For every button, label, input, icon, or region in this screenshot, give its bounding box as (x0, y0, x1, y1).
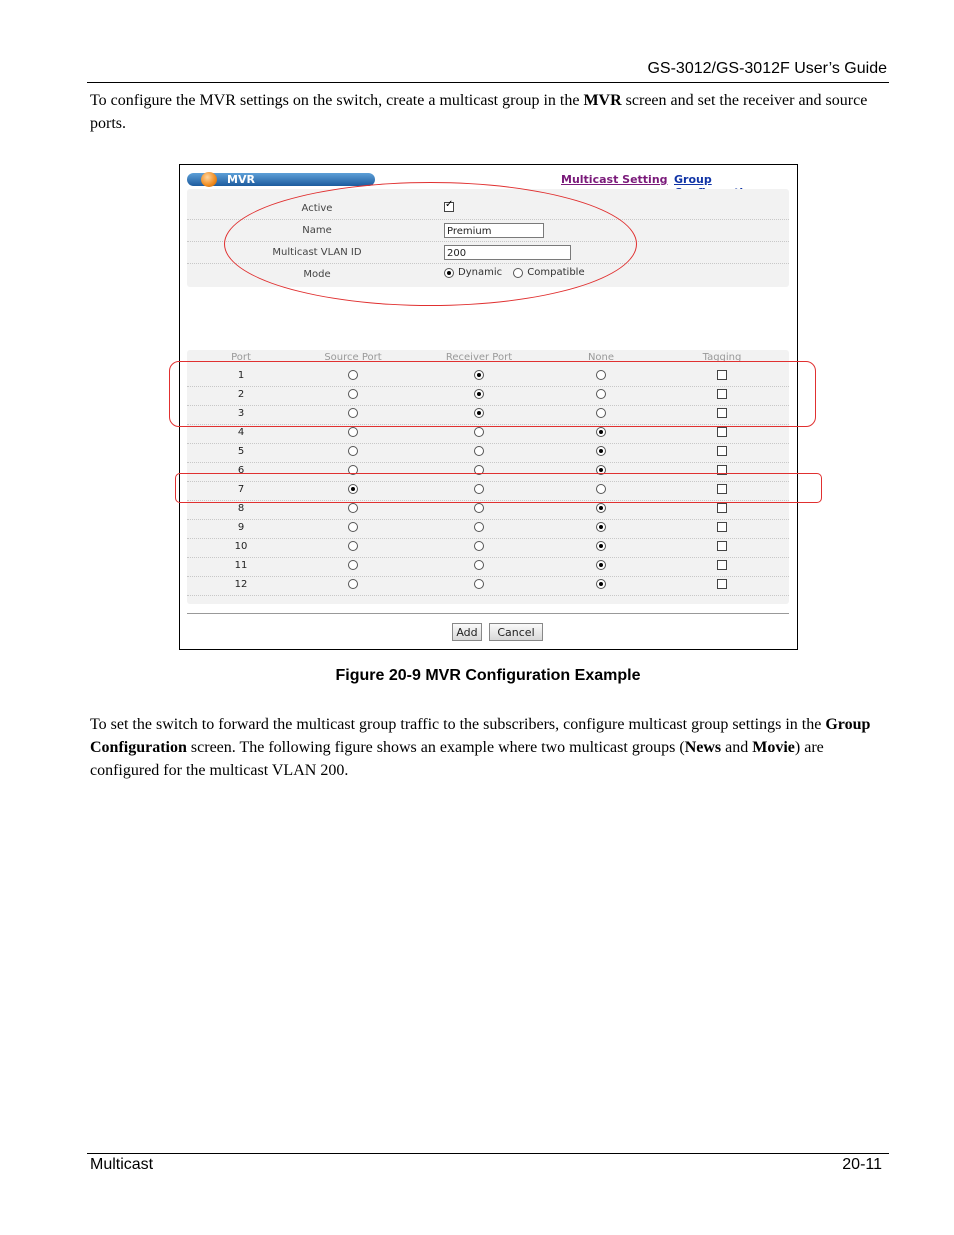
button-separator (187, 613, 789, 614)
tagging-checkbox[interactable] (717, 560, 727, 570)
table-row (187, 557, 789, 577)
receiver-port-radio[interactable] (474, 579, 484, 589)
none-port-radio[interactable] (596, 522, 606, 532)
group-configuration-link[interactable]: Group (674, 173, 712, 186)
para2-bold-movie: Movie (752, 739, 795, 756)
mode-compatible-label: Compatible (527, 267, 585, 278)
col-port: Port (231, 352, 251, 363)
tagging-cell (662, 503, 782, 514)
none-port-radio[interactable] (596, 560, 606, 570)
source-port-radio[interactable] (348, 522, 358, 532)
source-cell (293, 503, 413, 514)
tagging-checkbox[interactable] (717, 427, 727, 437)
highlight-receiver-ports (169, 361, 816, 427)
tagging-cell (662, 427, 782, 438)
para2-bold-news: News (684, 739, 722, 756)
none-port-radio[interactable] (596, 503, 606, 513)
port-number: 12 (234, 579, 248, 590)
tagging-checkbox[interactable] (717, 446, 727, 456)
source-cell (293, 560, 413, 571)
active-label: Active (301, 203, 333, 214)
col-receiver-port: Receiver Port (445, 352, 513, 363)
footer-rule (87, 1153, 889, 1154)
intro-text-1: To configure the MVR settings on the switch, create a multicast group in the (90, 92, 584, 109)
none-cell (541, 541, 661, 552)
tagging-cell (662, 579, 782, 590)
col-source-port: Source Port (324, 352, 382, 363)
port-number: 10 (234, 541, 248, 552)
port-number: 9 (237, 522, 245, 533)
table-row (187, 576, 789, 596)
body-paragraph (90, 713, 885, 782)
vlan-input[interactable]: 200 (444, 245, 571, 260)
tagging-cell (662, 446, 782, 457)
source-port-radio[interactable] (348, 541, 358, 551)
table-row (187, 443, 789, 463)
port-number: 2 (237, 389, 245, 400)
col-tagging: Tagging (702, 352, 742, 363)
none-port-radio[interactable] (596, 541, 606, 551)
para2-text-2: screen. The following figure shows an example where two multicast groups ( (186, 739, 685, 756)
port-number: 1 (237, 370, 245, 381)
source-port-radio[interactable] (348, 427, 358, 437)
mvr-title: MVR (227, 173, 255, 186)
none-cell (541, 446, 661, 457)
receiver-cell (419, 579, 539, 590)
source-cell (293, 427, 413, 438)
multicast-setting-link[interactable]: Multicast Setting (561, 173, 668, 186)
none-cell (541, 503, 661, 514)
source-port-radio[interactable] (348, 446, 358, 456)
receiver-cell (419, 446, 539, 457)
port-number: 5 (237, 446, 245, 457)
para2-text-4: ) are configured for the multicast VLAN 200. (90, 739, 824, 779)
name-label: Name (302, 225, 332, 236)
none-cell (541, 579, 661, 590)
tagging-checkbox[interactable] (717, 522, 727, 532)
receiver-cell (419, 560, 539, 571)
receiver-port-radio[interactable] (474, 560, 484, 570)
col-none: None (587, 352, 615, 363)
receiver-cell (419, 503, 539, 514)
tagging-checkbox[interactable] (717, 503, 727, 513)
receiver-port-radio[interactable] (474, 503, 484, 513)
figure-caption: Figure 20-9 MVR Configuration Example (335, 667, 641, 684)
add-button[interactable]: Add (452, 623, 482, 641)
mvr-title-bar (187, 173, 375, 186)
receiver-port-radio[interactable] (474, 446, 484, 456)
receiver-cell (419, 427, 539, 438)
table-row (187, 500, 789, 520)
source-port-radio[interactable] (348, 560, 358, 570)
port-number: 8 (237, 503, 245, 514)
source-cell (293, 446, 413, 457)
para2-text-1: To set the switch to forward the multicast group traffic to the subscribers, configure multicast group settings in the (90, 716, 826, 733)
none-cell (541, 522, 661, 533)
none-port-radio[interactable] (596, 446, 606, 456)
none-cell (541, 427, 661, 438)
source-cell (293, 522, 413, 533)
port-number: 6 (237, 465, 245, 476)
footer-section: Multicast (90, 1156, 154, 1173)
port-number: 3 (237, 408, 245, 419)
name-input[interactable]: Premium (444, 223, 544, 238)
receiver-cell (419, 522, 539, 533)
none-cell (541, 560, 661, 571)
source-port-radio[interactable] (348, 503, 358, 513)
receiver-port-radio[interactable] (474, 522, 484, 532)
cancel-button[interactable]: Cancel (489, 623, 543, 641)
tagging-cell (662, 560, 782, 571)
port-number: 11 (234, 560, 248, 571)
orb-icon (201, 172, 217, 187)
intro-bold-mvr: MVR (583, 92, 622, 109)
port-number: 7 (237, 484, 245, 495)
none-port-radio[interactable] (596, 427, 606, 437)
source-cell (293, 579, 413, 590)
mvr-screenshot (179, 164, 798, 650)
receiver-port-radio[interactable] (474, 427, 484, 437)
header-rule (87, 82, 889, 83)
vlan-label: Multicast VLAN ID (272, 247, 362, 258)
tagging-cell (662, 541, 782, 552)
tagging-checkbox[interactable] (717, 579, 727, 589)
table-row (187, 424, 789, 444)
port-number: 4 (237, 427, 245, 438)
para2-text-3: and (721, 739, 753, 756)
highlight-ellipse (224, 182, 637, 306)
intro-text-2: screen and set the receiver and source ports. (90, 92, 868, 132)
table-row (187, 538, 789, 558)
source-port-radio[interactable] (348, 579, 358, 589)
mode-dynamic-label: Dynamic (458, 267, 503, 278)
tagging-checkbox[interactable] (717, 541, 727, 551)
page-header-title: GS-3012/GS-3012F User’s Guide (647, 60, 887, 77)
footer-page-number: 20-11 (842, 1156, 882, 1173)
source-cell (293, 541, 413, 552)
table-row (187, 519, 789, 539)
para2-bold-group-configuration: Group Configuration (90, 716, 871, 756)
none-port-radio[interactable] (596, 579, 606, 589)
receiver-cell (419, 541, 539, 552)
highlight-source-port (175, 473, 822, 503)
receiver-port-radio[interactable] (474, 541, 484, 551)
intro-paragraph (90, 89, 880, 135)
tagging-cell (662, 522, 782, 533)
mode-label: Mode (303, 269, 331, 280)
